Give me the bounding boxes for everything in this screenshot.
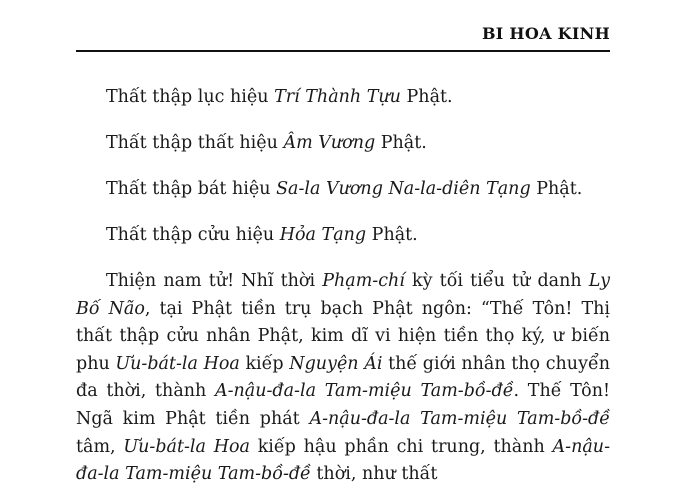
paragraph-run: kiếp: [239, 353, 290, 374]
buddha-name: Hỏa Tạng: [279, 225, 367, 245]
paragraph-run: tâm,: [76, 436, 124, 457]
italic-term: Nguyện Ái: [289, 353, 383, 374]
text-line: Thất thập cửu hiệu Hỏa Tạng Phật.: [106, 225, 418, 245]
paragraph-run: thời, như thất: [310, 464, 438, 485]
buddha-name: Sa-la Vương Na-la-diên Tạng: [276, 179, 531, 199]
paragraph-run: thế giới nhân thọ chuyển đa thời, thành: [76, 353, 611, 402]
italic-term: Ly Bố Não: [76, 271, 610, 319]
text-line: Thất thập lục hiệu Trí Thành Tựu Phật.: [106, 87, 453, 107]
running-header: BI HOA KINH: [481, 24, 610, 43]
body-paragraph: [76, 268, 610, 489]
paragraph-run: . Thế Tôn! Ngã kim Phật tiền phát: [76, 381, 611, 429]
buddha-name: Âm Vương: [283, 133, 376, 153]
italic-term: Ưu-bát-la Hoa: [115, 353, 240, 374]
text-line: Thất thập thất hiệu Âm Vương Phật.: [106, 133, 427, 153]
italic-term: A-nậu-đa-la Tam-miệu Tam-bồ-đề: [76, 436, 610, 485]
italic-term: A-nậu-đa-la Tam-miệu Tam-bồ-đề: [309, 408, 610, 429]
document-page: [76, 0, 610, 501]
italic-term: A-nậu-đa-la Tam-miệu Tam-bồ-đề: [214, 381, 514, 402]
buddha-name: Trí Thành Tựu: [274, 87, 401, 107]
paragraph-run: kỳ tối tiểu tử danh: [404, 271, 589, 291]
italic-term: Ưu-bát-la Hoa: [123, 436, 250, 457]
paragraph-run: kiếp hậu phần chi trung, thành: [249, 436, 553, 457]
text-line: Thất thập bát hiệu Sa-la Vương Na-la-diên Tạng Phật.: [106, 179, 583, 199]
body-text: [76, 84, 610, 489]
paragraph-run: Thiện nam tử! Nhĩ thời: [106, 271, 323, 291]
header-rule: [76, 50, 610, 52]
italic-term: Phạm-chí: [322, 271, 405, 291]
paragraph-run: , tại Phật tiền trụ bạch Phật ngôn: “Thế Tôn! Thị thất thập cửu nhân Phật, kim dĩ vi hiện tiền thọ ký, ư biến phu: [76, 298, 610, 374]
